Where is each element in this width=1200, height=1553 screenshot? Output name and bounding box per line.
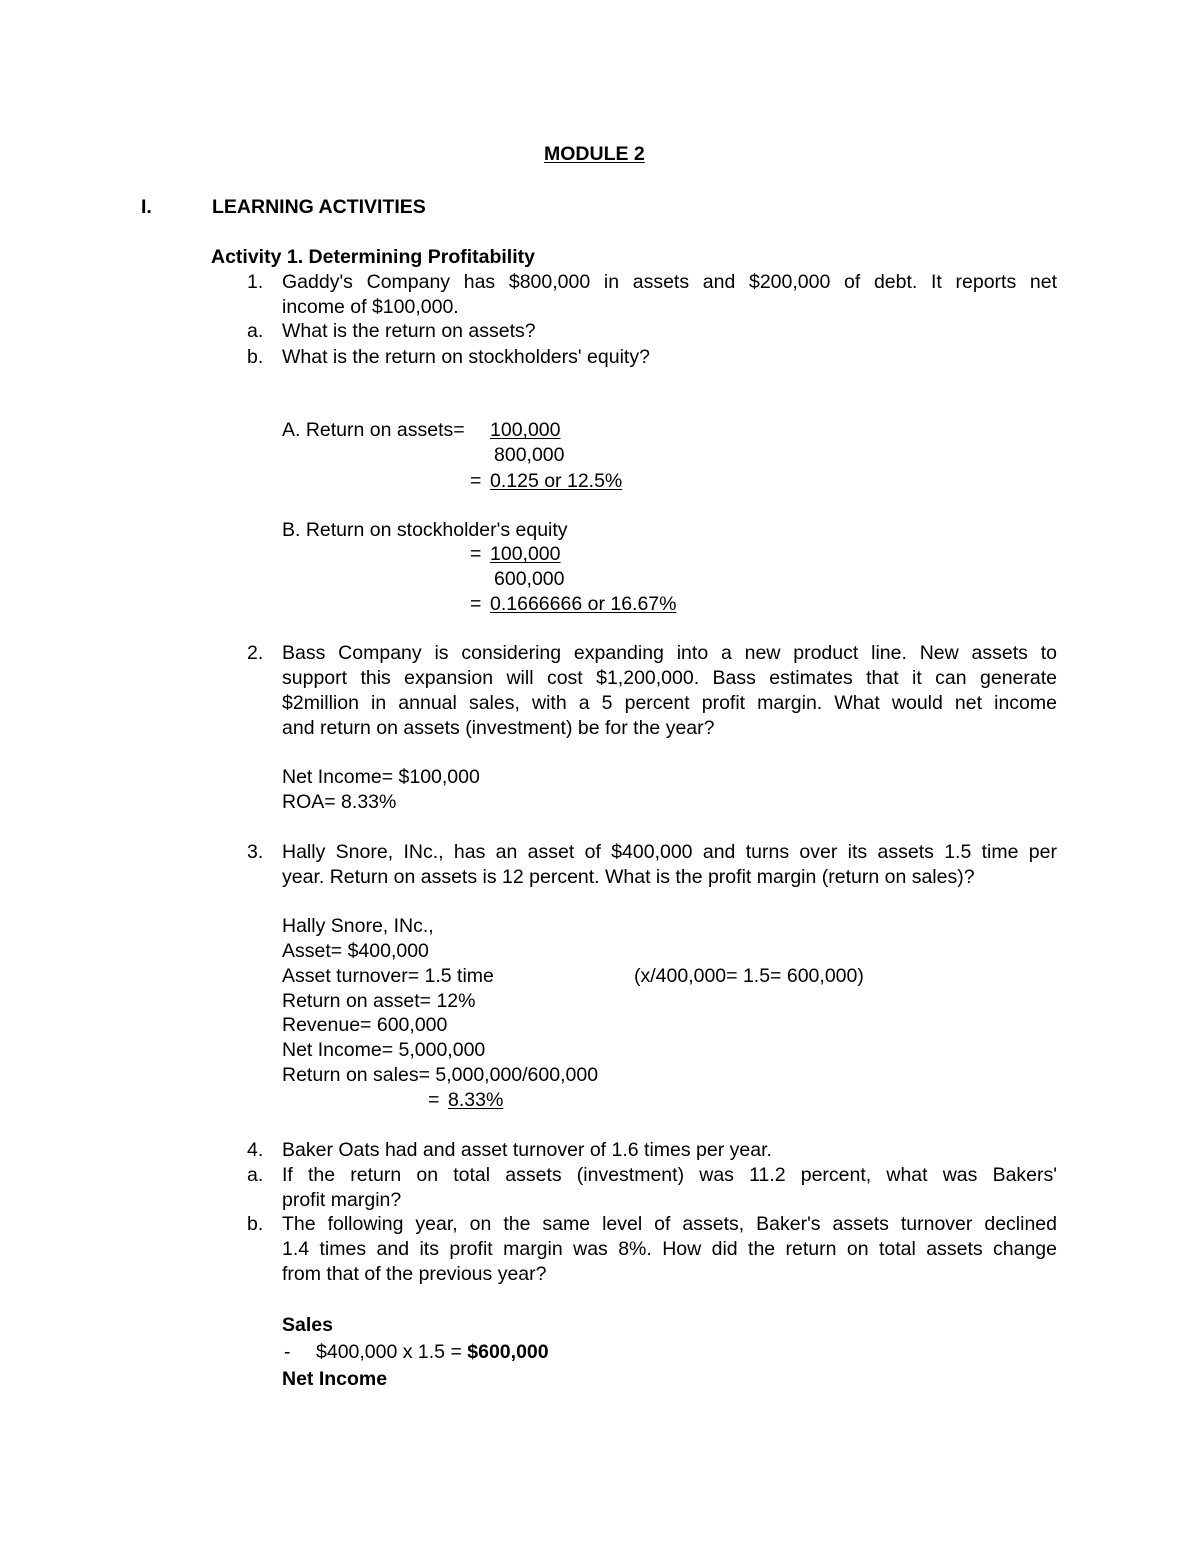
q1a-marker: a. xyxy=(247,320,264,342)
sales-dash: - xyxy=(284,1341,291,1363)
q1b-text: What is the return on stockholders' equity? xyxy=(282,346,650,368)
q1b-marker: b. xyxy=(247,346,264,368)
q3-number: 3. xyxy=(247,841,264,863)
q3-answer-ros: Return on sales= 5,000,000/600,000 xyxy=(282,1064,599,1086)
q4-text-line-1: Baker Oats had and asset turnover of 1.6 times per year. xyxy=(282,1139,772,1161)
q3-answer-equals: = xyxy=(428,1089,440,1111)
q3-answer-asset: Asset= $400,000 xyxy=(282,940,429,962)
sales-calculation-text: $400,000 x 1.5 = xyxy=(316,1341,462,1363)
q3-answer-roa: Return on asset= 12% xyxy=(282,990,476,1012)
q2-answer-net-income: Net Income= $100,000 xyxy=(282,766,480,788)
q4a-text-line-2: profit margin? xyxy=(282,1189,402,1211)
q2-text-line-2: support this expansion will cost $1,200,000. Bass estimates that it can generate xyxy=(282,667,1057,689)
answer-b-result: 0.1666666 or 16.67% xyxy=(490,593,677,615)
sales-result: $600,000 xyxy=(467,1341,549,1363)
q1-text-line-1: Gaddy's Company has $800,000 in assets and $200,000 of debt. It reports net xyxy=(282,271,1057,293)
page-title: MODULE 2 xyxy=(544,143,645,165)
q3-answer-net-income: Net Income= 5,000,000 xyxy=(282,1039,486,1061)
answer-b-label: B. Return on stockholder's equity xyxy=(282,519,568,541)
answer-b-numerator: 100,000 xyxy=(490,543,561,565)
section-heading: LEARNING ACTIVITIES xyxy=(212,196,426,218)
answer-a-equals: = xyxy=(470,470,482,492)
answer-a-result: 0.125 or 12.5% xyxy=(490,470,623,492)
q4b-marker: b. xyxy=(247,1213,264,1235)
q4b-text-line-3: from that of the previous year? xyxy=(282,1263,547,1285)
sales-calculation xyxy=(316,1340,549,1365)
section-numeral: I. xyxy=(141,196,152,218)
q2-answer-roa: ROA= 8.33% xyxy=(282,791,397,813)
answer-b-denominator: 600,000 xyxy=(494,568,565,590)
q4a-marker: a. xyxy=(247,1164,264,1186)
q3-answer-turnover-note: (x/400,000= 1.5= 600,000) xyxy=(634,965,864,987)
q1-text-line-2: income of $100,000. xyxy=(282,296,459,318)
q3-text-line-2: year. Return on assets is 12 percent. What is the profit margin (return on sales)? xyxy=(282,866,975,888)
q3-answer-turnover: Asset turnover= 1.5 time xyxy=(282,965,494,987)
answer-b-equals-2: = xyxy=(470,593,482,615)
answer-a-numerator: 100,000 xyxy=(490,419,561,441)
answer-a-label: A. Return on assets= xyxy=(282,419,465,441)
q4-number: 4. xyxy=(247,1139,264,1161)
q4b-text-line-2: 1.4 times and its profit margin was 8%. How did the return on total assets change xyxy=(282,1238,1057,1260)
q2-text-line-4: and return on assets (investment) be for the year? xyxy=(282,717,715,739)
q4b-text-line-1: The following year, on the same level of assets, Baker's assets turnover declined xyxy=(282,1213,1057,1235)
q4a-text-line-1: If the return on total assets (investment) was 11.2 percent, what was Bakers' xyxy=(282,1164,1057,1186)
answer-a-denominator: 800,000 xyxy=(494,444,565,466)
q1-number: 1. xyxy=(247,271,264,293)
q3-answer-revenue: Revenue= 600,000 xyxy=(282,1014,448,1036)
q2-number: 2. xyxy=(247,642,264,664)
answer-b-equals-1: = xyxy=(470,543,482,565)
activity-title: Activity 1. Determining Profitability xyxy=(211,246,535,268)
q2-text-line-1: Bass Company is considering expanding into a new product line. New assets to xyxy=(282,642,1057,664)
net-income-heading: Net Income xyxy=(282,1368,388,1390)
q3-answer-result: 8.33% xyxy=(448,1089,504,1111)
sales-heading: Sales xyxy=(282,1314,333,1336)
q3-text-line-1: Hally Snore, INc., has an asset of $400,000 and turns over its assets 1.5 time per xyxy=(282,841,1057,863)
q1a-text: What is the return on assets? xyxy=(282,320,536,342)
q2-text-line-3: $2million in annual sales, with a 5 percent profit margin. What would net income xyxy=(282,692,1057,714)
q3-answer-company: Hally Snore, INc., xyxy=(282,915,434,937)
